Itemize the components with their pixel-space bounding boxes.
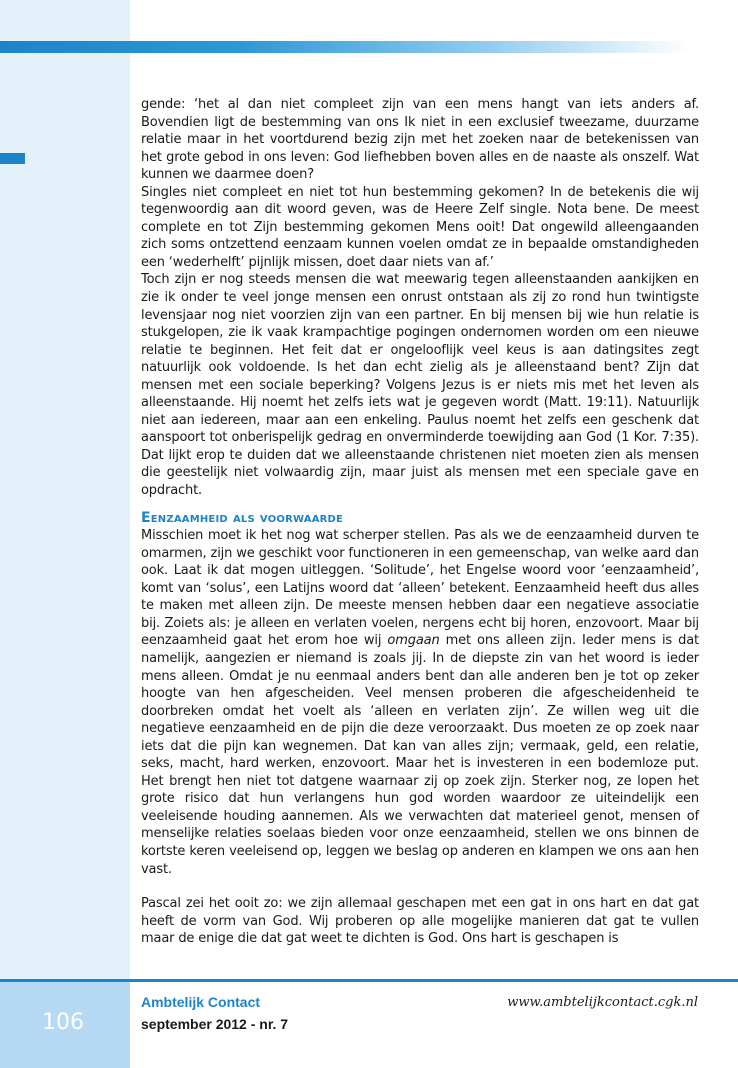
issue-label: september 2012 - nr. 7 bbox=[141, 1016, 289, 1032]
paragraph: Toch zijn er nog steeds mensen die wat meewarig tegen alleenstaanden aankijken en zie ik onder te veel jonge mensen een onrust ontstaan als zij zo rond hun twintigste levensjaar nog niet voorzien zijn van een partner. En bij mensen bij wie hun relatie is stukgelopen, zie ik vaak krampachtige pogingen ondernomen worden om een nieuwe relatie te beginnen. Het feit dat er ongelooflijk veel keus is aan datingsites zegt natuurlijk ook voldoende. Is het dan echt zielig als je alleenstaand bent? Zijn dat mensen met een sociale beperking? Volgens Jezus is er niets mis met het leven als alleenstaande. Hij noemt het zelfs iets wat je gegeven wordt (Matt. 19:11). Natuurlijk niet aan iedereen, maar aan een enkeling. Paulus noemt het zelfs een geschenk dat aanspoort tot onberispelijk gedrag en onverminderde toewijding aan God (1 Kor. 7:35). Dat lijkt erop te duiden dat we alleenstaande christenen niet moeten zien als mensen die geestelijk niet volwaardig zijn, maar juist als mensen met een speciale gave en opdracht. bbox=[141, 272, 699, 499]
paragraph: gende: ‘het al dan niet compleet zijn van een mens hangt van iets anders af. Bovendien ligt de bestemming van ons Ik niet in een exclusief tweezame, duurzame relatie maar in het voortdurend bezig zijn met het zoeken naar de betekenissen van het grote gebod in ons leven: God liefhebben boven alles en de naaste als onszelf. Wat kunnen we daarmee doen? bbox=[141, 97, 699, 183]
section-heading: Eenzaamheid als voorwaarde bbox=[141, 509, 344, 526]
paragraph: Singles niet compleet en niet tot hun bestemming gekomen? In de betekenis die wij tegenwoordig aan dit woord geven, was de Heere Zelf single. Nota bene. De meest complete en tot Zijn bestemming gekomen Mens ooit! Dat ongewild alleengaanden zich soms ontzettend eenzaam kunnen voelen omdat ze in bepaalde omstandigheden een ‘wederhelft’ pijnlijk missen, doet daar niets van af.’ bbox=[141, 184, 699, 270]
paragraph bbox=[141, 527, 699, 878]
emphasis-text: omgaan bbox=[387, 633, 440, 649]
side-marker bbox=[0, 153, 25, 164]
text-run: met ons alleen zijn. Ieder mens is dat namelijk, aangezien er niemand is zoals jij. In de diepste zin van het woord is ieder mens alleen. Omdat je nu eenmaal anders bent dan alle anderen ben je tot op zeker hoogte van hen afgescheiden. Veel mensen proberen die afgescheidenheid te doorbreken omdat het voelt als ‘alleen en verlaten zijn’. Ze willen weg uit die negatieve eenzaamheid en de pijn die deze veroorzaakt. Dus moeten ze op zoek naar iets dat die pijn kan wegnemen. Dat kan van alles zijn; vermaak, geld, een relatie, seks, macht, hard werken, enzovoort. Maar het is investeren in een bodemloze put. Het brengt hen niet tot datgene waarnaar zij op zoek zijn. Sterker nog, ze lopen het grote risico dat hun verlangens hun god worden waardoor ze uiteindelijk een veeleisende houding aannemen. Als we verwachten dat materieel genot, mensen of menselijke relaties soelaas bieden voor onze eenzaamheid, stellen we ons binnen de kortste keren veeleisend op, leggen we beslag op anderen en klampen we ons aan hen vast. bbox=[141, 633, 699, 877]
website-link[interactable]: www.ambtelijkcontact.cgk.nl bbox=[507, 995, 698, 1010]
magazine-title: Ambtelijk Contact bbox=[141, 994, 261, 1010]
page-number: 106 bbox=[42, 1010, 84, 1035]
text-run: Misschien moet ik het nog wat scherper stellen. Pas als we de eenzaamheid durven te omarmen, zijn we geschikt voor functioneren in een gemeenschap, van welke aard dan ook. Laat ik dat mogen uitleggen. ‘Solitude’, het Engelse woord voor ‘eenzaamheid’, komt van ‘solus’, een Latijns woord dat ‘alleen’ betekent. Eenzaamheid heeft dus alles te maken met alleen zijn. De meeste mensen hebben daar een negatieve associatie bij. Zoiets als: je alleen en verlaten voelen, nergens echt bij horen, enzovoort. Maar bij eenzaamheid gaat het erom hoe wij bbox=[141, 528, 699, 649]
header-gradient-bar bbox=[0, 41, 690, 53]
paragraph: Pascal zei het ooit zo: we zijn allemaal geschapen met een gat in ons hart en dat gat heeft de vorm van God. Wij proberen op alle mogelijke manieren dat gat te vullen maar de enige die dat gat weet te dichten is God. Ons hart is geschapen is bbox=[141, 896, 699, 947]
article-body bbox=[141, 96, 699, 948]
